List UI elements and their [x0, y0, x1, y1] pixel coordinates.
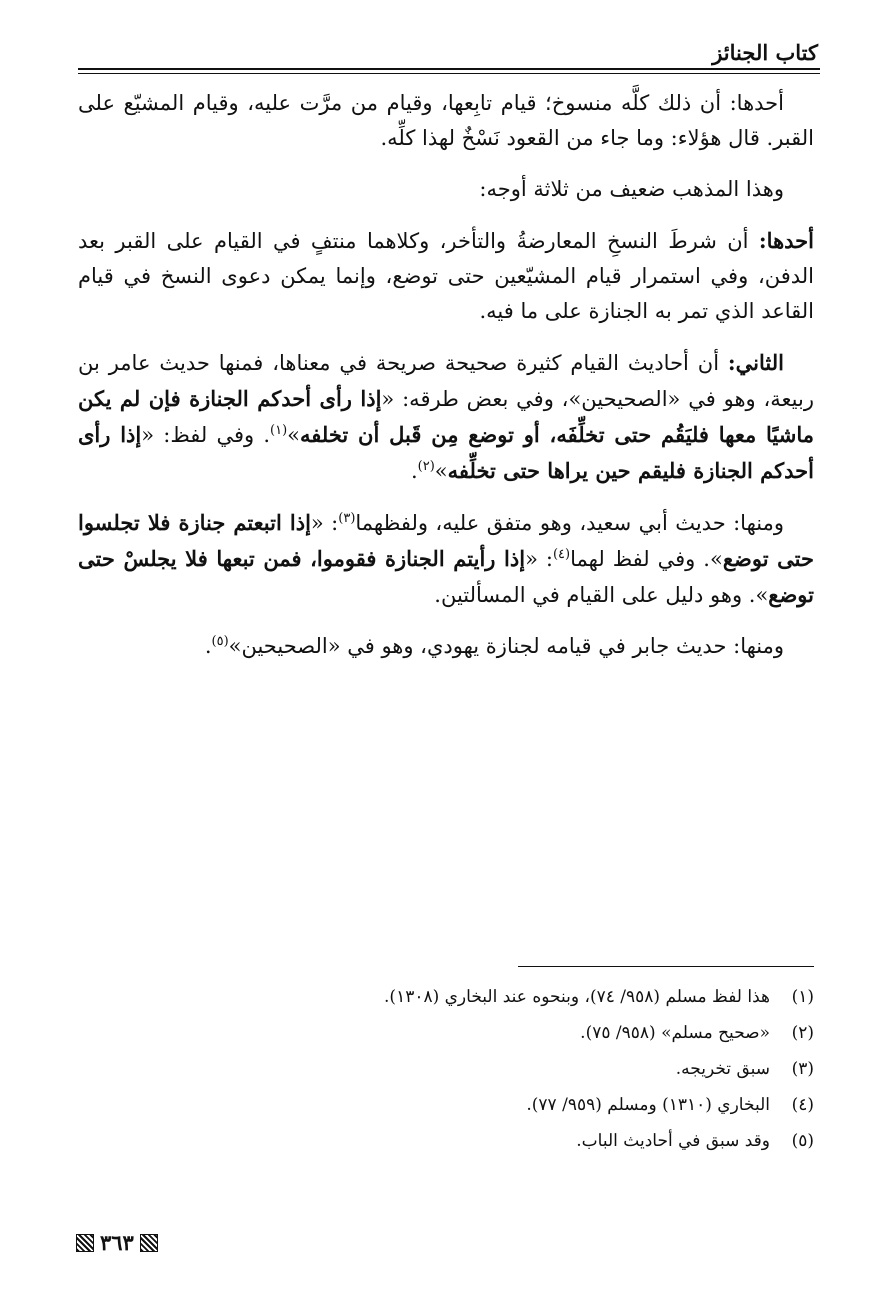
- footnote-text: «صحيح مسلم» (٩٥٨/ ٧٥).: [580, 1023, 770, 1043]
- footnote-item: [78, 1018, 814, 1048]
- footnote-number: (٤): [791, 1095, 814, 1115]
- footnote-ref[interactable]: (٥): [211, 634, 229, 649]
- paragraph-text: »: [287, 423, 301, 447]
- paragraph-text: ». وهو دليل على القيام في المسألتين.: [434, 583, 769, 607]
- running-header: [78, 38, 820, 70]
- paragraph-text: .: [410, 459, 418, 483]
- paragraph-text: . وفي لفظ: «: [141, 423, 271, 447]
- footnote-text: وقد سبق في أحاديث الباب.: [576, 1131, 770, 1151]
- paragraph-4: [78, 345, 814, 489]
- paragraph-text: ومنها: حديث أبي سعيد، وهو متفق عليه، ولفظهما: [355, 511, 784, 535]
- footnote-item: [78, 1054, 814, 1084]
- footnotes: [78, 982, 814, 1162]
- footnote-item: [78, 1126, 814, 1156]
- footnote-ref[interactable]: (١): [270, 423, 288, 438]
- footnote-text: هذا لفظ مسلم (٩٥٨/ ٧٤)، وبنحوه عند البخاري (١٣٠٨).: [384, 987, 770, 1007]
- running-title: كتاب الجنائز: [712, 40, 818, 65]
- page-folio: [76, 1230, 158, 1255]
- hadith-quote: إذا رأى أحدكم الجنازة فليقم حين يراها حتى تخلِّفه: [78, 422, 814, 483]
- paragraph-1: [78, 86, 814, 156]
- footnote-item: [78, 982, 814, 1012]
- point-lead: أحدها:: [758, 228, 814, 253]
- hadith-quote: إذا رأيتم الجنازة فقوموا، فمن تبعها فلا يجلسْ حتى توضع: [78, 546, 814, 607]
- paragraph-text: أن أحاديث القيام كثيرة صحيحة صريحة في معناها، فمنها حديث عامر بن ربيعة، وهو في «الصحيحين»، وفي بعض طرقه: «: [78, 351, 814, 411]
- paragraph-text: أحدها: أن ذلك كلَّه منسوخ؛ قيام تابِعها، وقيام من مرَّت عليه، وقيام المشيّع على القبر. قال هؤلاء: وما جاء من القعود نَسْخٌ لهذا كلِّه.: [78, 91, 814, 150]
- paragraph-5: [78, 505, 814, 613]
- hadith-quote: إذا رأى أحدكم الجنازة فإن لم يكن ماشيًا معها فليَقُم حتى تخلِّفَه، أو توضع مِن قَبل أن تخلفه: [78, 386, 814, 447]
- footnote-item: [78, 1090, 814, 1120]
- footnote-ref[interactable]: (٢): [417, 459, 435, 474]
- paragraph-text: وهذا المذهب ضعيف من ثلاثة أوجه:: [479, 177, 784, 201]
- paragraph-text: .: [204, 634, 212, 658]
- paragraph-2: [78, 172, 814, 207]
- footnote-ref[interactable]: (٣): [338, 511, 356, 526]
- point-lead: الثاني:: [727, 350, 784, 375]
- footnote-number: (٥): [791, 1131, 814, 1151]
- paragraph-text: أن شرطَ النسخِ المعارضةُ والتأخر، وكلاهما منتفٍ في القيام على القبر بعد الدفن، وفي استمرار قيام المشيّعين حتى توضع، وإنما يمكن دعوى النسخ في قيام القاعد الذي تمر به الجنازة على ما فيه.: [78, 229, 814, 323]
- arabesque-ornament-icon: [76, 1234, 94, 1252]
- hadith-quote: إذا اتبعتم جنازة فلا تجلسوا حتى توضع: [78, 510, 814, 571]
- page-number: ٣٦٣: [100, 1230, 134, 1255]
- paragraph-text: ». وفي لفظ لهما: [570, 547, 723, 571]
- paragraph-text: : «: [525, 547, 553, 571]
- header-rule-thick: [78, 68, 820, 70]
- footnote-number: (٢): [791, 1023, 814, 1043]
- paragraph-text: ومنها: حديث جابر في قيامه لجنازة يهودي، وهو في «الصحيحين»: [228, 634, 784, 658]
- footnote-text: البخاري (١٣١٠) ومسلم (٩٥٩/ ٧٧).: [526, 1095, 770, 1115]
- footnote-text: سبق تخريجه.: [675, 1059, 770, 1079]
- footnote-number: (١): [791, 987, 814, 1007]
- paragraph-text: »: [434, 459, 448, 483]
- paragraph-text: : «: [310, 511, 339, 535]
- footnote-separator: [518, 966, 814, 967]
- main-text: [78, 86, 814, 680]
- footnote-number: (٣): [791, 1059, 814, 1079]
- footnote-ref[interactable]: (٤): [552, 547, 571, 562]
- paragraph-6: [78, 629, 814, 664]
- paragraph-3: [78, 223, 814, 329]
- arabesque-ornament-icon: [140, 1234, 158, 1252]
- header-rule-thin: [78, 73, 820, 74]
